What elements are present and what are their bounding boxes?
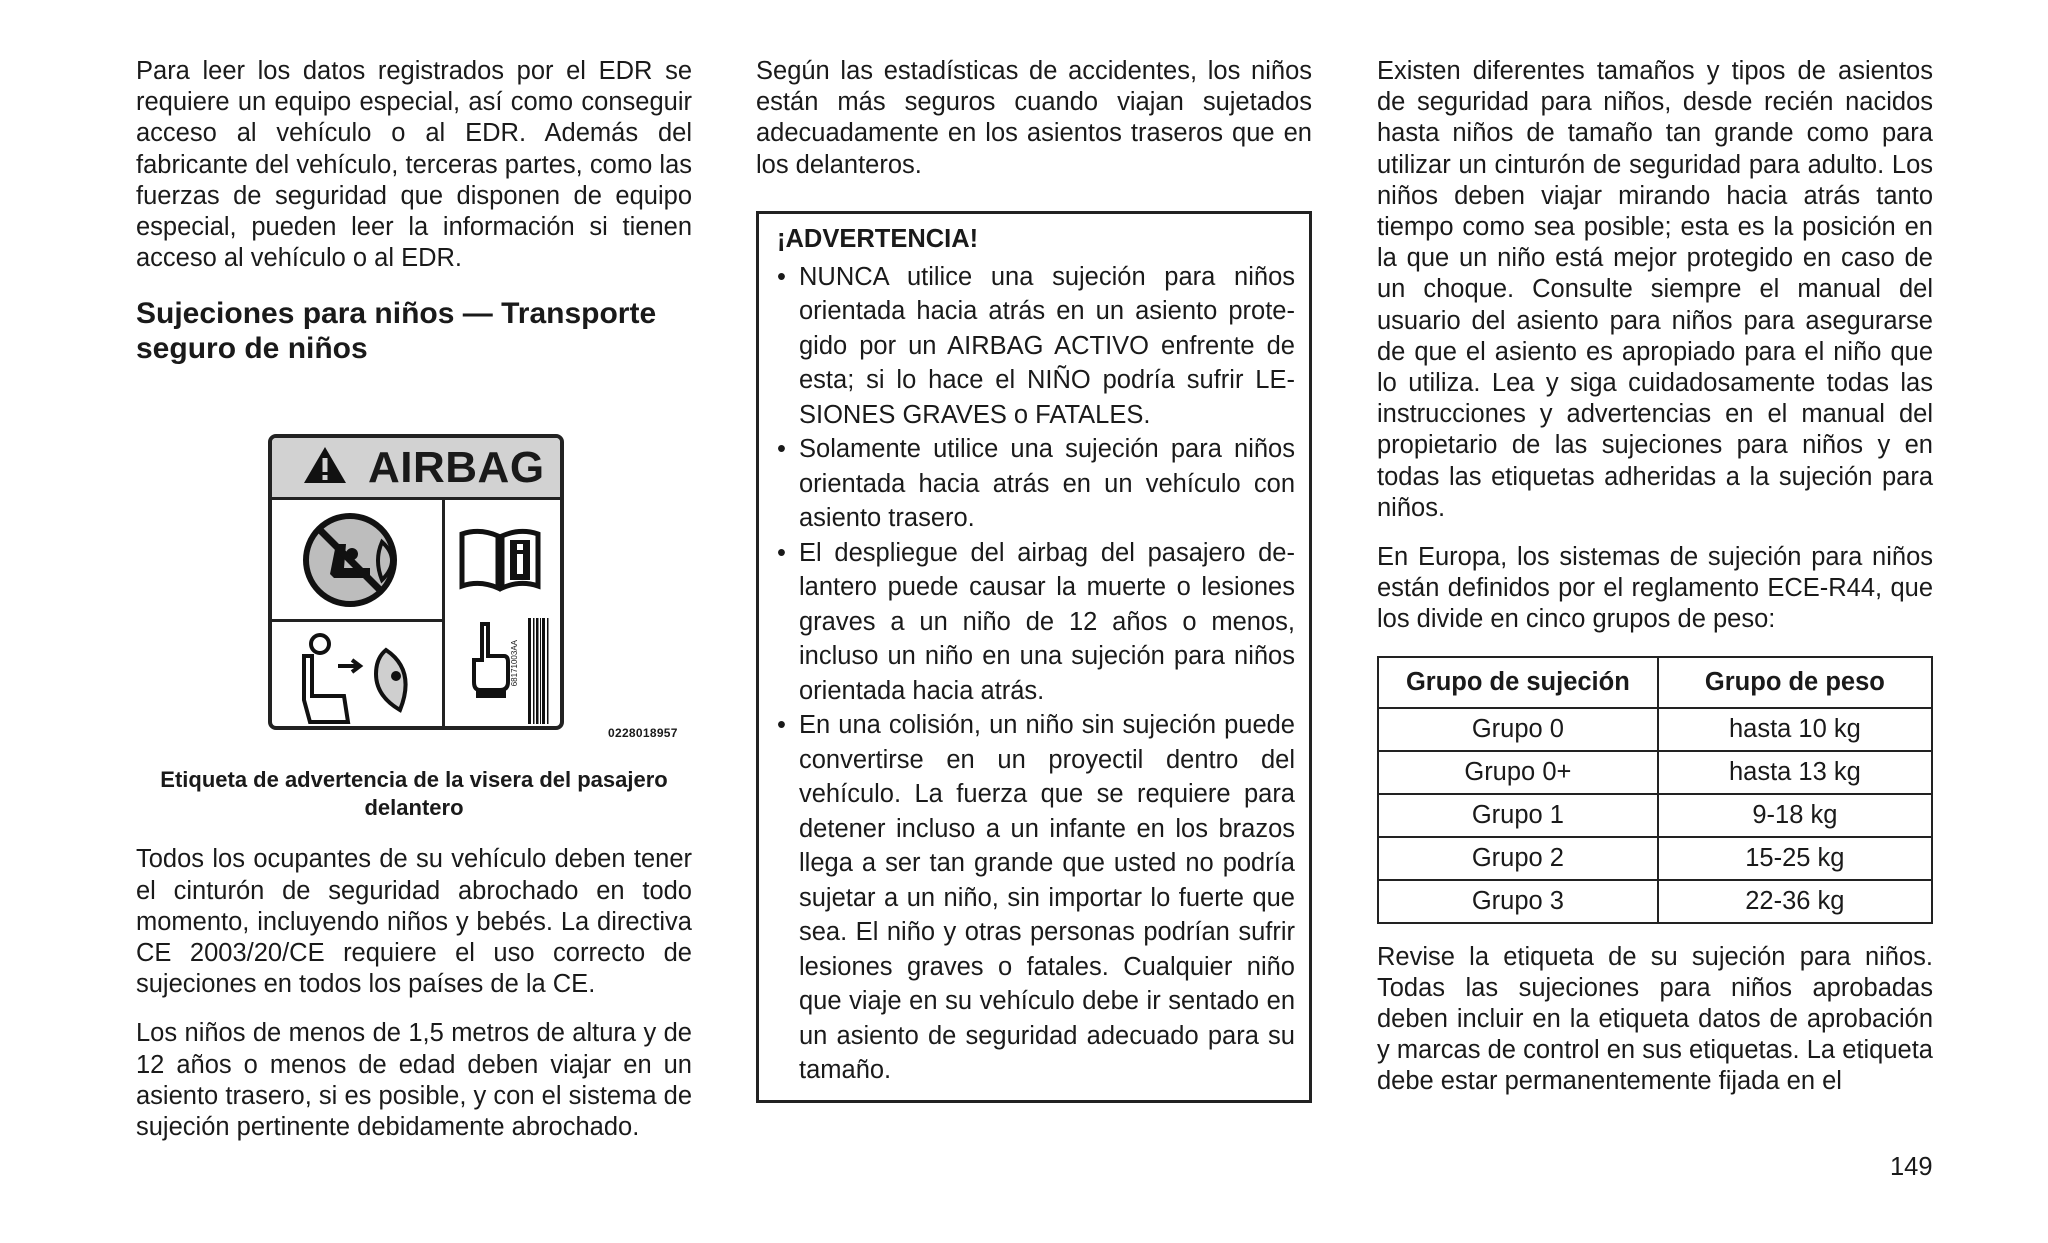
warning-box [756,211,1312,1103]
manual-info-icon [458,526,542,597]
table-cell: Grupo 1 [1378,794,1658,837]
label-header [272,438,560,500]
table-cell: Grupo 0+ [1378,751,1658,794]
statistics-paragraph: Según las estadísticas de accidentes, los niños están más seguros cuando viajan sujetados adecuadamente en los asientos traseros que en los delanteros. [756,57,1312,179]
table-row [1378,794,1932,837]
label-title: AIRBAG [368,442,545,492]
table-header-row [1378,657,1932,708]
seat-airbag-icon [290,630,430,730]
label-code: 0228018957 [608,726,678,741]
weight-groups-table [1377,656,1933,924]
table-header-cell: Grupo de sujeción [1378,657,1658,708]
table-cell: 22-36 kg [1658,880,1932,923]
europe-paragraph: En Europa, los sistemas de sujeción para niños están definidos por el reglamento ECE-R44, que los divide en cinco grupos de peso: [1377,543,1933,634]
children-height-paragraph: Los niños de menos de 1,5 metros de altura y de 12 años o menos de edad deben viajar en un asiento trasero, si es posible, y con el sistema de sujeción pertinente debidamente abrochado. [136,1019,692,1142]
table-cell: Grupo 3 [1378,880,1658,923]
warning-item: • El despliegue del airbag del pasajero delantero puede causar la muerte o lesiones graves a un niño de 12 años o menos, incluso un niño en una sujeción para niños orientada hacia atrás. [777,536,1295,709]
table-header-cell: Grupo de peso [1658,657,1932,708]
warning-list [777,260,1295,1088]
table-cell: 15-25 kg [1658,837,1932,880]
airbag-warning-figure [136,366,692,766]
warning-item: • NUNCA utilice una sujeción para niños orientada hacia atrás en un asiento protegido por un AIRBAG ACTIVO enfrente de esta; si lo hace el NIÑO podría sufrir LESIONES GRAVES o FATALES. [777,260,1295,433]
table-row [1378,751,1932,794]
table-cell: Grupo 0 [1378,708,1658,751]
page-number: 149 [1890,1153,1933,1181]
table-row [1378,880,1932,923]
right-column [1377,56,1933,1116]
middle-column [756,56,1312,1103]
label-review-paragraph: Revise la etiqueta de su sujeción para niños. Todas las sujeciones para niños aprobadas deben incluir en la etiqueta datos de aprobación y marcas de control en sus etiquetas. La etiqueta debe estar permanentemente fijada en el [1377,942,1933,1096]
barcode-number: 68171003AA [510,640,519,687]
table-cell: Grupo 2 [1378,837,1658,880]
table-cell: 9-18 kg [1658,794,1932,837]
left-column [136,56,692,1161]
warning-title: ¡ADVERTENCIA! [777,224,979,253]
airbag-warning-label [268,434,564,730]
warning-triangle-icon [302,445,348,490]
pointing-hand-icon [468,620,512,705]
edr-paragraph: Para leer los datos registrados por el EDR se requiere un equipo especial, así como conseguir acceso al vehículo o al EDR. Además del fabricante del vehículo, terceras partes, como las fuerzas de seguridad que disponen de equipo especial, pueden leer la información si tienen acceso al vehículo o al EDR. [136,57,692,273]
barcode [528,618,550,729]
table-row [1378,708,1932,751]
table-cell: hasta 10 kg [1658,708,1932,751]
section-heading: Sujeciones para niños — Transporte seguro de niños [136,297,657,366]
table-cell: hasta 13 kg [1658,751,1932,794]
no-rear-facing-seat-icon [294,508,416,617]
warning-item: • En una colisión, un niño sin sujeción puede convertirse en un proyectil dentro del vehículo. La fuerza que se requiere para detener incluso a un infante en los brazos llega a ser tan grande que usted no podría sujetar a un niño, sin importar lo fuerte que sea. El niño y otras personas podrían sufrir lesiones graves o fatales. Cualquier niño que viaje en su vehículo debe ir sentado en un asiento de seguridad adecuado para su tamaño. [777,708,1295,1088]
seatbelt-paragraph: Todos los ocupantes de su vehículo deben tener el cinturón de seguridad abrochado en todo momento, incluyendo niños y bebés. La directiva CE 2003/20/CE requiere el uso correcto de sujeciones en todos los países de la CE. [136,845,692,999]
table-row [1378,837,1932,880]
warning-item: • Solamente utilice una sujeción para niños orientada hacia atrás en un vehículo con asiento trasero. [777,432,1295,536]
seat-types-paragraph: Existen diferentes tamaños y tipos de asientos de seguridad para niños, desde recién nacidos hasta niños de tamaño tan grande como para utilizar un cinturón de seguridad para adulto. Los niños deben viajar mirando hacia atrás tanto tiempo como sea posible; esta es la posición en la que un niño está mejor protegido en caso de un choque. Consulte siempre el manual del usuario del asiento para niños para asegurarse de que el asiento es apropiado para el niño que lo utiliza. Lea y siga cuidadosamente todas las instrucciones y advertencias en el manual del propietario de las sujeciones para niños y en todas las etiquetas adheridas a la sujeción para niños. [1377,57,1933,522]
figure-caption: Etiqueta de advertencia de la visera del pasajero delantero [160,767,668,821]
